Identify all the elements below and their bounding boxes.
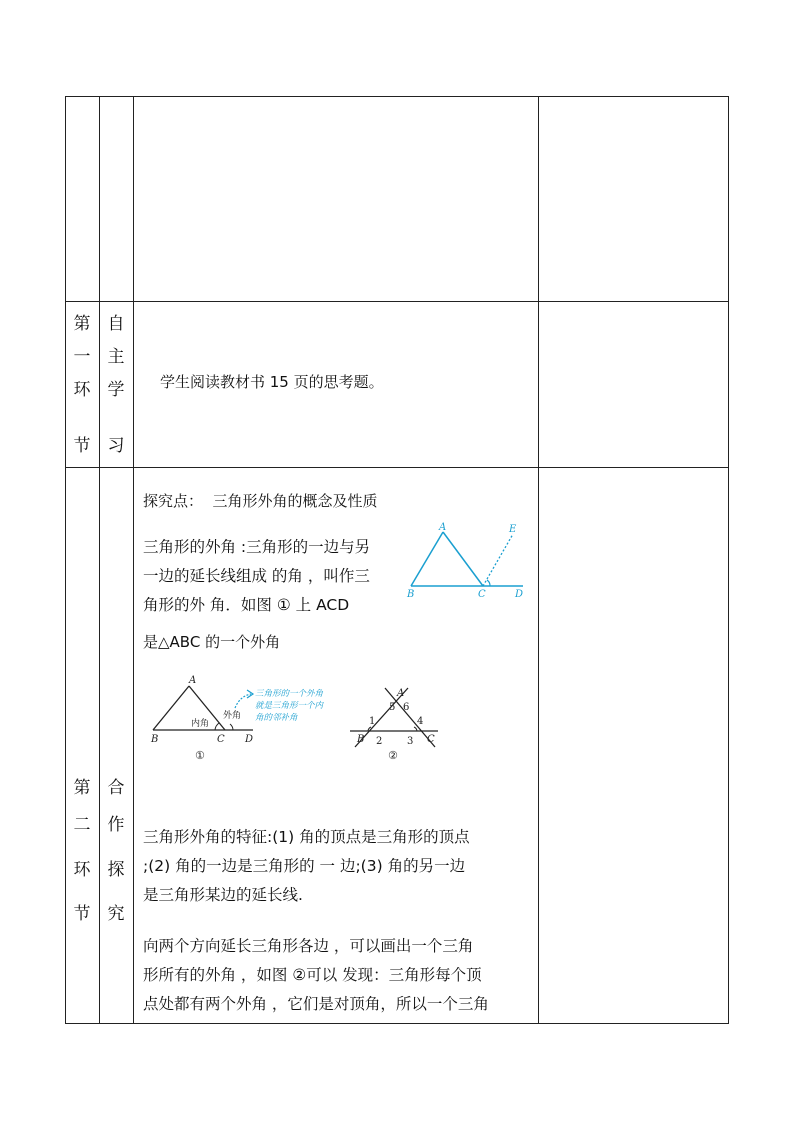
stage-char: 节 [73,436,91,456]
fig1-label-c: C [217,734,225,745]
label-d: D [515,589,524,600]
definition-last-line: 是△ABC 的一个外角 [143,633,281,651]
angle-num: 3 [407,736,414,747]
feature-line: ;(2) 角的一边是三角形的 一 边;(3) 角的另一边 [143,857,466,875]
column-divider [133,96,134,1024]
activity-char: 合 [107,778,125,798]
definition-line: 一边的延长线组成 的角 ，叫作三 [143,567,370,585]
fig1-label-d: D [245,734,254,745]
ray-ce [483,534,513,586]
column-divider [99,96,100,1024]
stage-char: 节 [73,904,91,924]
angle-num: 6 [403,702,410,713]
label-a: A [439,522,447,533]
inner-angle-label: 内角 [191,719,210,729]
row-divider [65,301,729,302]
note-line: 三角形的一个外角 [255,689,324,699]
feature-line: 是三角形某边的延长线. [143,886,303,904]
extension-paragraph [143,932,535,1019]
side-ac [443,532,483,586]
fig1-label-a: A [189,675,197,686]
row-divider [65,467,729,468]
label-c: C [478,589,486,600]
exterior-angle-figure [405,520,533,600]
activity-char: 究 [107,904,125,924]
activity-char: 习 [107,436,125,456]
extension-line: 形所有的外角 ，如图 ②可以 发现：三角形每个顶 [143,966,482,984]
outer-angle-label: 外角 [223,711,242,721]
feature-paragraph [143,823,535,910]
label-b: B [407,589,415,600]
row-divider [65,1023,729,1024]
stage-char: 第 [73,314,91,334]
stage-char: 环 [73,380,91,400]
note-line: 就是三角形一个内 [255,701,324,711]
label-e: E [509,524,517,535]
activity-char: 作 [107,815,125,835]
stage-char: 二 [73,815,91,835]
figure-1-number: ① [195,749,205,762]
angle-num: 1 [369,716,376,727]
figure-2-number: ② [388,749,398,762]
column-divider [728,96,729,1024]
fig1-label-b: B [151,734,159,745]
extension-line: 向两个方向延长三角形各边 ，可以画出一个三角 [143,937,474,955]
stage-char: 第 [73,778,91,798]
fig2-label-b: B [357,734,365,745]
extension-line: 点处都有两个外角 ，它们是对顶角，所以一个三角 [143,995,489,1013]
fig2-label-c: C [427,734,435,745]
activity-char: 主 [107,347,125,367]
figure-2 [350,688,438,762]
side-ab [411,532,443,586]
fig2-label-a: A [397,688,405,699]
angle-num: 2 [376,736,383,747]
definition-line: 三角形的外角 :三角形的一边与另 [143,538,371,556]
figure-1 [150,675,325,762]
activity-char: 探 [107,860,125,880]
angle-num: 4 [417,716,424,727]
column-divider [538,96,539,1024]
column-divider [65,96,66,1024]
angle-arc [487,580,490,586]
row-divider [65,96,729,97]
stage-char: 一 [73,347,91,367]
definition-paragraph [143,533,408,620]
activity-char: 自 [107,314,125,334]
feature-line: 三角形外角的特征:(1) 角的顶点是三角形的顶点 [143,828,470,846]
section-heading: 探究点： 三角形外角的概念及性质 [143,492,378,510]
self-study-content: 学生阅读教材书 15 页的思考题。 [160,373,384,391]
stage-char: 环 [73,860,91,880]
activity-char: 学 [107,380,125,400]
definition-line: 角形的外 角．如图 ① 上 ACD [143,596,350,614]
angle-num: 5 [389,702,396,713]
figures-1-and-2 [145,672,445,767]
note-line: 角的邻补角 [255,713,298,723]
